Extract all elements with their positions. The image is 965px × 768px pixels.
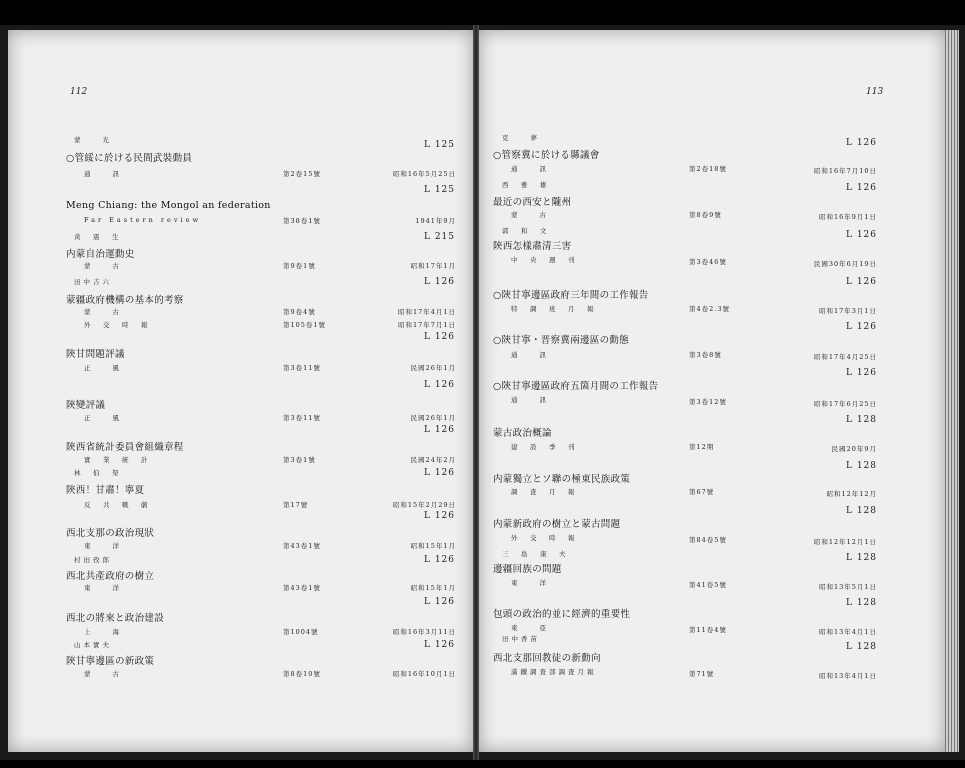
volume-number: 第3卷11號 <box>283 414 321 422</box>
entry-title: ○管綏に於ける民間武裝動員 <box>66 153 193 164</box>
publication-date: 昭和15年1月 <box>410 542 456 550</box>
volume-number: 第67號 <box>689 488 715 496</box>
catalog-number: L 126 <box>423 380 455 390</box>
publication-name: 實 業 統 計 <box>84 456 151 464</box>
entry-title: 包頭の政治的並に經濟的重要性 <box>493 609 631 620</box>
volume-number: 第4卷2.3號 <box>689 305 730 313</box>
page-number-left: 112 <box>70 87 88 97</box>
entry-title: 内蒙獨立とソ聯の極東民族政策 <box>493 474 631 485</box>
publication-name: 反 共 戰 劇 <box>84 501 151 509</box>
publication-name: 上 海 <box>84 628 122 636</box>
publication-name: 調 査 月 報 <box>511 488 578 496</box>
author-name: 山本實夫 <box>74 641 112 649</box>
page-number-right: 113 <box>866 87 884 97</box>
entry-title: 陝甘問題評議 <box>66 349 125 360</box>
catalog-number: L 128 <box>845 415 877 425</box>
catalog-number: L 128 <box>845 461 877 471</box>
publication-date: 昭和15年1月 <box>410 584 456 592</box>
publication-date: 昭和17年1月 <box>410 262 456 270</box>
publication-name: 東 亞 <box>511 624 549 632</box>
entry-title: 西北の將來と政治建設 <box>66 613 165 624</box>
volume-number: 第84卷5號 <box>689 536 727 544</box>
catalog-number: L 128 <box>845 553 877 563</box>
entry-title: 西北支那回教徒の新動向 <box>493 653 601 664</box>
catalog-number: L 128 <box>845 642 877 652</box>
entry-title: 蒙古政治概論 <box>493 428 552 439</box>
catalog-number: L 126 <box>845 368 877 378</box>
publication-date: 民國20年9月 <box>831 445 877 453</box>
catalog-number: L 215 <box>423 232 455 242</box>
catalog-number: L 126 <box>845 183 877 193</box>
catalog-number: L 126 <box>845 138 877 148</box>
catalog-number: L 126 <box>845 322 877 332</box>
publication-name: 特 調 班 月 報 <box>511 305 597 313</box>
entry-title: 内蒙新政府の樹立と蒙古問題 <box>493 519 621 530</box>
catalog-number: L 126 <box>423 425 455 435</box>
publication-date: 昭和16年7月10日 <box>813 167 877 175</box>
volume-number: 第2卷15號 <box>283 170 321 178</box>
volume-number: 第3卷8號 <box>689 351 722 359</box>
publication-name: 外 交 時 報 <box>84 321 151 329</box>
volume-number: 第38卷1號 <box>283 217 321 225</box>
publication-name: 滿鐵調査部調査月報 <box>511 668 597 676</box>
publication-name: 東 洋 <box>84 542 122 550</box>
volume-number: 第1004號 <box>283 628 319 636</box>
volume-number: 第2卷18號 <box>689 165 727 173</box>
volume-number: 第43卷1號 <box>283 584 321 592</box>
catalog-number: L 125 <box>423 185 455 195</box>
author-name: 郭 和 文 <box>502 227 550 235</box>
entry-title: ○陝甘寧・晋察冀兩邊區の動態 <box>493 335 629 346</box>
author-name: 三 島 康 夫 <box>502 550 569 558</box>
publication-date: 昭和13年4月1日 <box>818 628 877 636</box>
catalog-number: L 125 <box>423 140 455 150</box>
volume-number: 第43卷1號 <box>283 542 321 550</box>
publication-name: 蒙 古 <box>84 262 122 270</box>
catalog-number: L 128 <box>845 598 877 608</box>
author-name: 田中香苗 <box>502 635 540 643</box>
publication-date: 昭和16年3月11日 <box>392 628 456 636</box>
catalog-number: L 126 <box>845 230 877 240</box>
publication-date: 昭和12年12月 <box>826 490 877 498</box>
entry-title: 陝變評議 <box>66 400 106 411</box>
publication-date: 昭和15年2月29日 <box>392 501 456 509</box>
catalog-number: L 126 <box>423 511 455 521</box>
entry-title: 蒙疆政府機構の基本的考察 <box>66 295 184 306</box>
publication-date: 民國26年1月 <box>410 414 456 422</box>
entry-title: 陝西怎樣肅清三害 <box>493 241 572 252</box>
publication-date: 昭和13年5月1日 <box>818 583 877 591</box>
publication-name: 正 風 <box>84 364 122 372</box>
publication-date: 昭和17年6月25日 <box>813 400 877 408</box>
entry-title: ○陝甘寧邊區政府三年間の工作報告 <box>493 290 649 301</box>
volume-number: 第9卷1號 <box>283 262 316 270</box>
entry-title: 西北共產政府の樹立 <box>66 571 155 582</box>
entry-title: ○管察冀に於ける縣議會 <box>493 150 600 161</box>
author-name: 村田孜郎 <box>74 556 112 564</box>
catalog-number: L 126 <box>423 277 455 287</box>
author-name: 田中吉六 <box>74 278 112 286</box>
entry-title: 陝甘寧邊區の新政策 <box>66 656 155 667</box>
author-name: 西 雅 雄 <box>502 181 550 189</box>
publication-date: 民國30年6月19日 <box>813 260 877 268</box>
publication-date: 昭和16年9月1日 <box>818 213 877 221</box>
publication-date: 昭和17年3月1日 <box>818 307 877 315</box>
publication-date: 民國24年2月 <box>410 456 456 464</box>
volume-number: 第3卷1號 <box>283 456 316 464</box>
volume-number: 第41卷5號 <box>689 581 727 589</box>
catalog-number: L 126 <box>423 555 455 565</box>
publication-name: 中 央 週 刊 <box>511 256 578 264</box>
publication-name: 蒙 古 <box>511 211 549 219</box>
publication-date: 昭和12年12月1日 <box>813 538 877 546</box>
publication-name: 東 洋 <box>511 579 549 587</box>
entry-title: 内蒙自治運動史 <box>66 249 135 260</box>
publication-name: 蒙 古 <box>84 670 122 678</box>
catalog-number: L 126 <box>423 332 455 342</box>
volume-number: 第11卷4號 <box>689 626 727 634</box>
publication-date: 昭和13年4月1日 <box>818 672 877 680</box>
entry-title: 陝西！甘肅！寧夏 <box>66 485 145 496</box>
catalog-number: L 126 <box>845 277 877 287</box>
volume-number: 第3卷12號 <box>689 398 727 406</box>
publication-date: 民國26年1月 <box>410 364 456 372</box>
author-name: 林 伯 渠 <box>74 469 122 477</box>
catalog-number: L 126 <box>423 468 455 478</box>
publication-date: 昭和16年10月1日 <box>392 670 456 678</box>
volume-number: 第8卷9號 <box>689 211 722 219</box>
entry-title: 西北支那の政治現狀 <box>66 528 155 539</box>
catalog-number: L 128 <box>845 506 877 516</box>
publication-name: 蒙 古 <box>84 308 122 316</box>
author-name: 蒙 光 <box>74 136 112 144</box>
author-name: 克 夢 <box>502 134 540 142</box>
volume-number: 第105卷1號 <box>283 321 327 329</box>
author-name: 黄 震 生 <box>74 233 122 241</box>
publication-name: 建 設 季 刊 <box>511 443 578 451</box>
publication-date: 1941年9月 <box>415 217 456 225</box>
page-edges <box>945 30 959 752</box>
entry-title: 邊疆回族の問題 <box>493 564 562 575</box>
volume-number: 第17號 <box>283 501 309 509</box>
publication-name: 通 訊 <box>511 165 549 173</box>
publication-name: 東 洋 <box>84 584 122 592</box>
publication-name: 通 訊 <box>511 351 549 359</box>
publication-name: 正 風 <box>84 414 122 422</box>
entry-title: ○陝甘寧邊區政府五箇月間の工作報告 <box>493 381 659 392</box>
volume-number: 第3卷11號 <box>283 364 321 372</box>
publication-name: 外 交 時 報 <box>511 534 578 542</box>
volume-number: 第3卷46號 <box>689 258 727 266</box>
volume-number: 第9卷4號 <box>283 308 316 316</box>
publication-name: 通 訊 <box>84 170 122 178</box>
volume-number: 第71號 <box>689 670 715 678</box>
catalog-number: L 126 <box>423 640 455 650</box>
publication-date: 昭和17年4月1日 <box>397 308 456 316</box>
volume-number: 第12期 <box>689 443 715 451</box>
entry-title: Meng Chiang: the Mongol an federation <box>66 200 271 211</box>
publication-date: 昭和17年4月25日 <box>813 353 877 361</box>
publication-name: 通 訊 <box>511 396 549 404</box>
catalog-number: L 126 <box>423 597 455 607</box>
publication-date: 昭和16年5月25日 <box>392 170 456 178</box>
entry-title: 陝西省統計委員會組織章程 <box>66 442 184 453</box>
volume-number: 第8卷10號 <box>283 670 321 678</box>
publication-name: Far Eastern review <box>84 216 202 224</box>
publication-date: 昭和17年7月1日 <box>397 321 456 329</box>
entry-title: 最近の西安と隴州 <box>493 197 572 208</box>
